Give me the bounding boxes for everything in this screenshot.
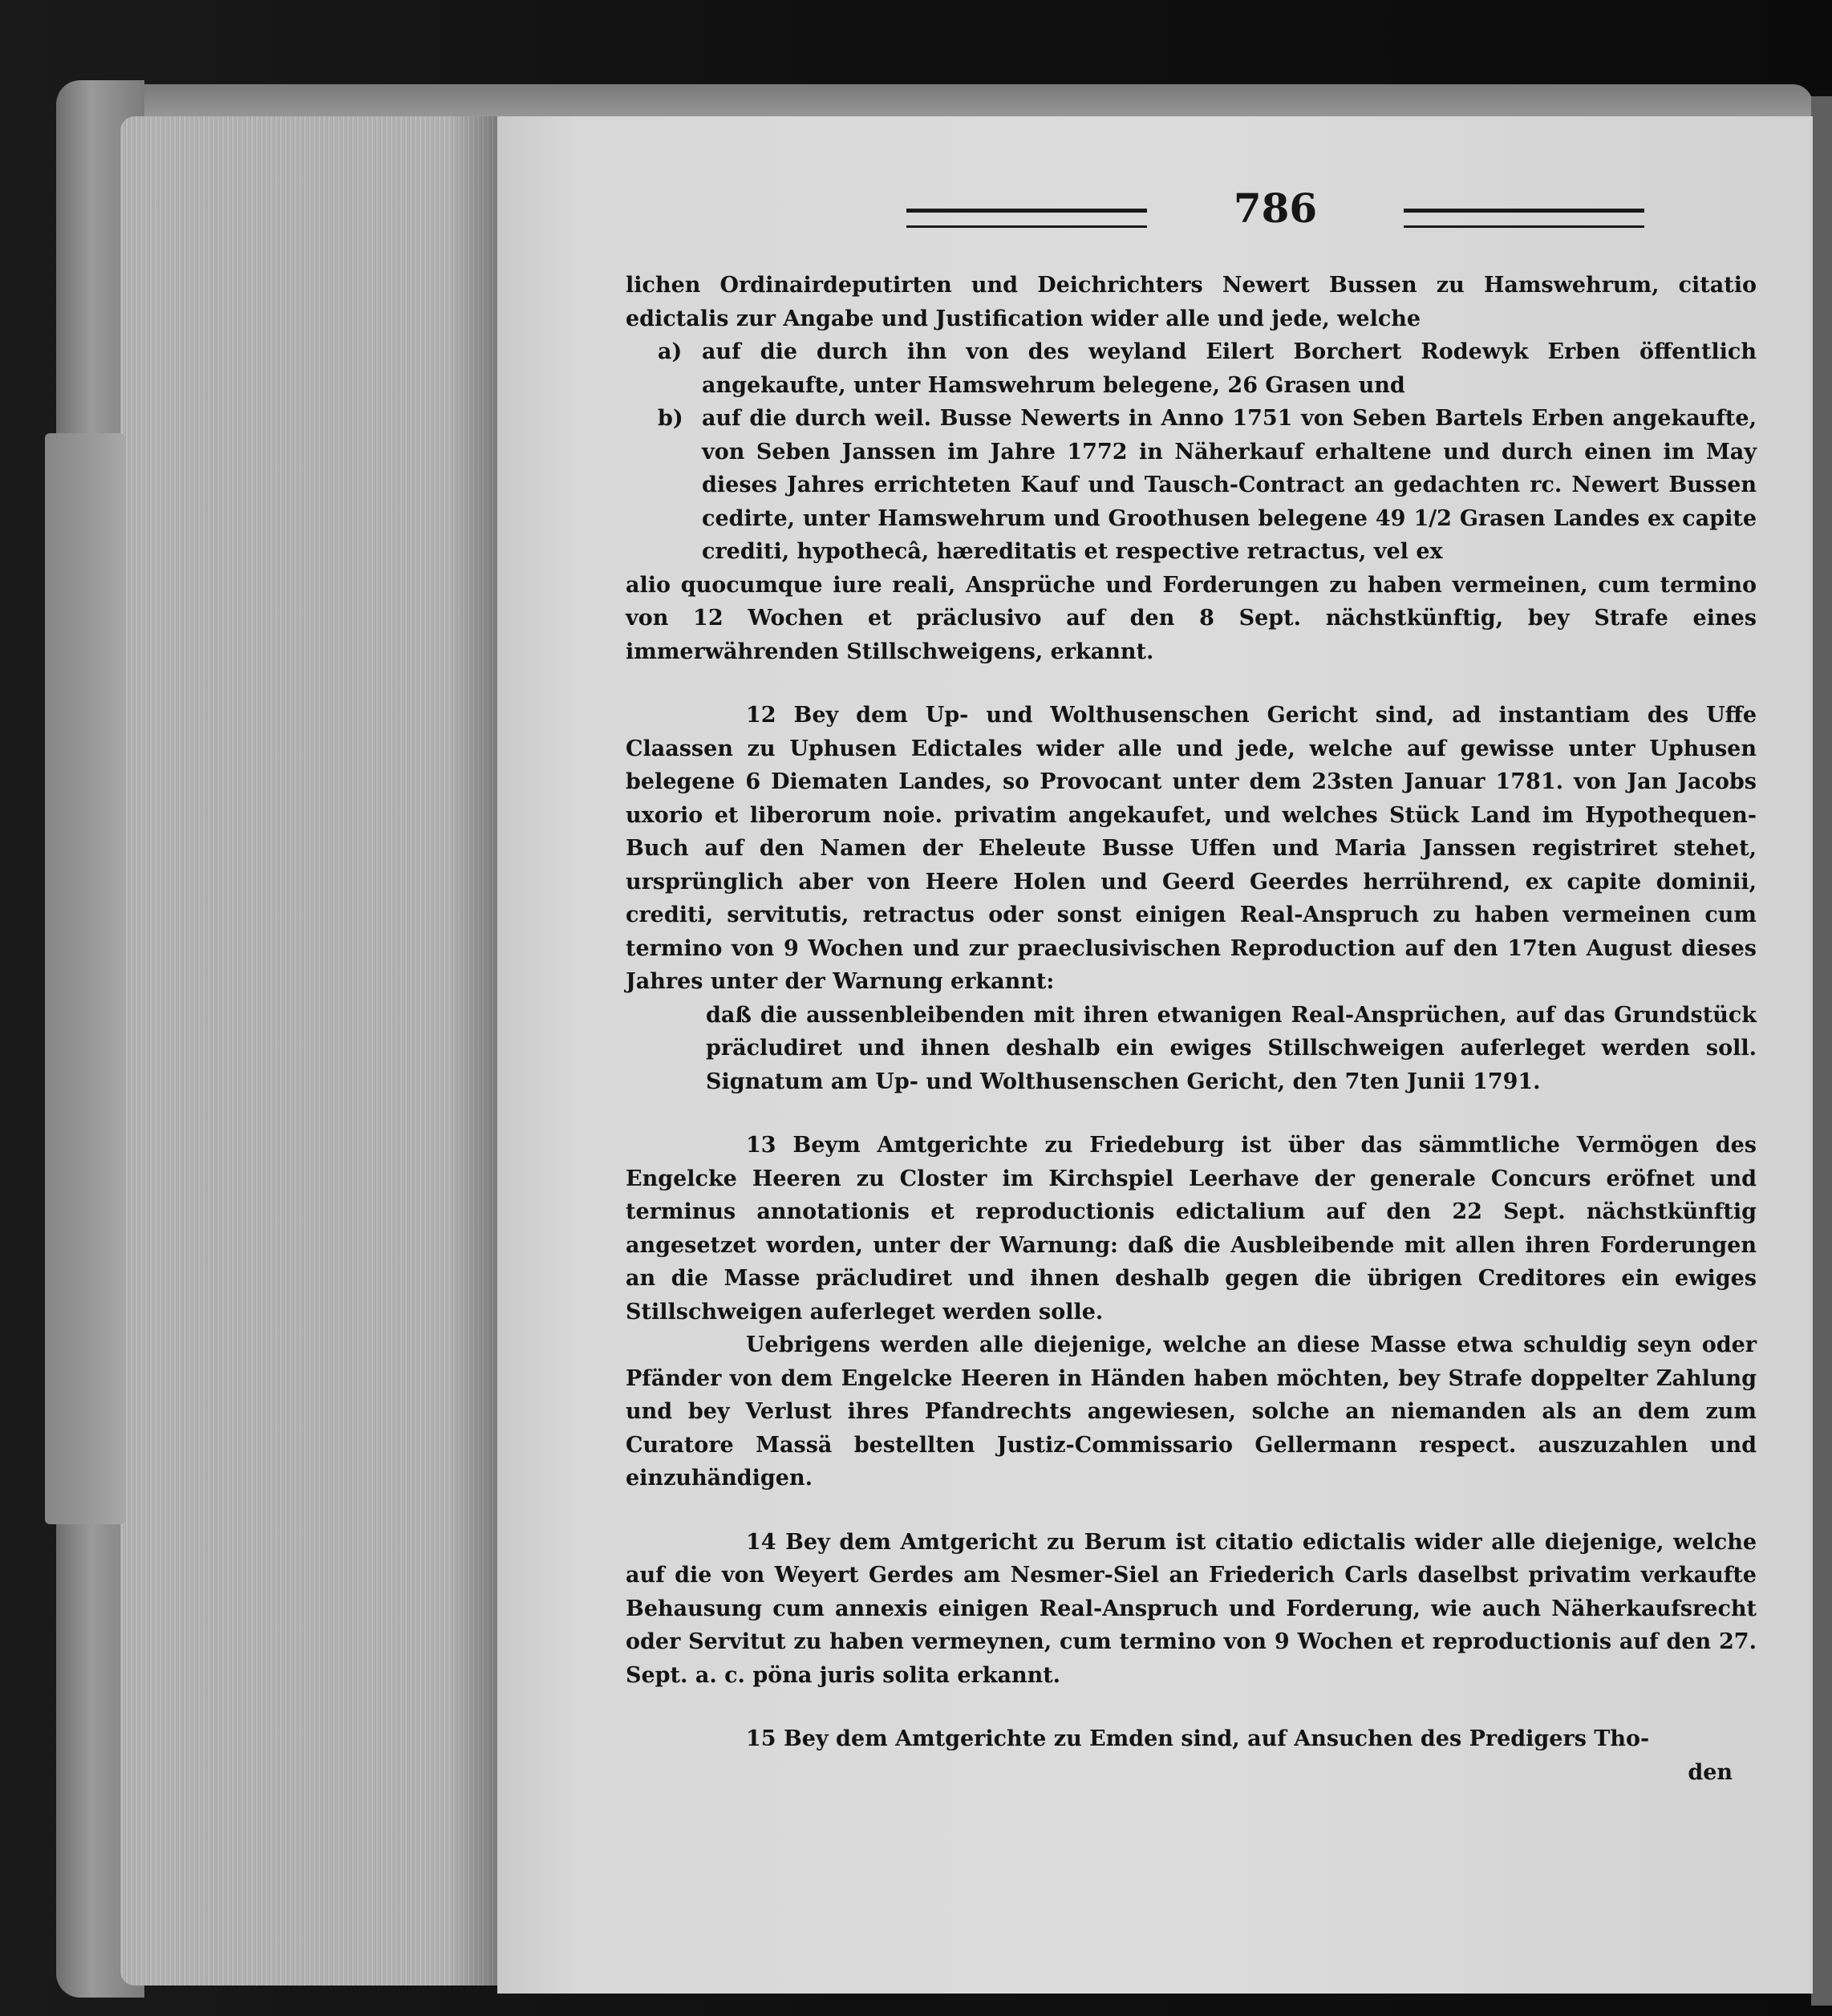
page-number: 786 — [1233, 185, 1318, 232]
paragraph-15: 15 Bey dem Amtgerichte zu Emden sind, auf Ansuchen des Predigers Tho- — [746, 1726, 1650, 1751]
catchword: den — [1688, 1759, 1733, 1785]
spacer — [626, 1692, 1757, 1722]
list-item-a — [626, 335, 1757, 402]
paragraph-12-quote: daß die aussenbleibenden mit ihren etwanigen Real-Ansprüchen, auf das Grundstück präcludiret und ihnen deshalb ein ewiges Stillschweigen auferleget werden soll. Signatum am Up- und Wolthusenschen Gericht, den 7ten Junii 1791. — [706, 1002, 1757, 1094]
paragraph-12: 12 Bey dem Up- und Wolthusenschen Gericht sind, ad instantiam des Uffe Claassen zu Uphusen Edictales wider alle und jede, welche auf gewisse unter Uphusen belegene 6 Diematen Landes, so Provocant unter dem 23sten Januar 1781. von Jan Jacobs uxorio et liberorum noie. privatim angekaufet, und welches Stück Land im Hypothequen-Buch auf den Namen der Eheleute Busse Uffen und Maria Janssen registriret stehet, ursprünglich aber von Heere Holen und Geerd Geerdes herrührend, ex capite dominii, crediti, servitutis, retractus oder sonst einigen Real-Anspruch zu haben vermeinen cum termino von 9 Wochen und zur praeclusivischen Reproduction auf den 17ten August dieses Jahres unter der Warnung erkannt: — [626, 703, 1757, 994]
spacer — [626, 1495, 1757, 1526]
book-cover-right-edge — [1811, 96, 1832, 2006]
body-text — [626, 269, 1757, 1789]
item-b-continuation: alio quocumque iure reali, Ansprüche und Forderungen zu haben vermeinen, cum termino von 12 Wochen et präclusivo auf den 8 Sept. nächstkünftig, bey Strafe eines immerwährenden Stillschweigens, erkannt. — [626, 572, 1757, 664]
paragraph-13-continued: Uebrigens werden alle diejenige, welche an diese Masse etwa schuldig seyn oder Pfänder von dem Engelcke Heeren in Händen haben möchten, bey Strafe doppelter Zahlung und bey Verlust ihres Pfandrechts angewiesen, solche an niemanden als an dem zum Curatore Massä bestellten Justiz-Commissario Gellermann respect. auszuzahlen und einzuhändigen. — [626, 1333, 1757, 1491]
list-item-b — [626, 402, 1757, 569]
spacer — [626, 668, 1757, 699]
list-item-a-text: auf die durch ihn von des weyland Eilert Borchert Rodewyk Erben öffentlich angekaufte, unter Hamswehrum belegene, 26 Grasen und — [702, 339, 1757, 398]
paragraph-14: 14 Bey dem Amtgericht zu Berum ist citatio edictalis wider alle diejenige, welche auf die von Weyert Gerdes am Nesmer-Siel an Friederich Carls daselbst privatim verkaufte Behausung cum annexis einigen Real-Anspruch und Forderung, wie auch Näherkaufsrecht oder Servitut zu haben vermeynen, cum termino von 9 Wochen et reproductionis auf den 27. Sept. a. c. pöna juris solita erkannt. — [626, 1529, 1757, 1688]
page-header — [906, 185, 1644, 241]
bookmark-tab — [45, 433, 125, 1524]
header-rule-right — [1404, 209, 1644, 228]
page-stack — [120, 116, 497, 1986]
spacer — [626, 1098, 1757, 1129]
intro-paragraph: lichen Ordinairdeputirten und Deichrichters Newert Bussen zu Hamswehrum, citatio edictalis zur Angabe und Justification wider alle und jede, welche — [626, 273, 1757, 331]
list-item-b-text: auf die durch weil. Busse Newerts in Anno 1751 von Seben Bartels Erben angekaufte, von Seben Janssen im Jahre 1772 in Näherkauf erhaltene und durch einen im May dieses Jahres errichteten Kauf und Tausch-Contract an gedachten rc. Newert Bussen cedirte, unter Hamswehrum und Groothusen belegene 49 1/2 Grasen Landes ex capite crediti, hypothecâ, hæreditatis et respective retractus, vel ex — [702, 406, 1757, 564]
printed-page — [497, 116, 1813, 1994]
list-marker-a: a) — [658, 339, 683, 364]
paragraph-13: 13 Beym Amtgerichte zu Friedeburg ist über das sämmtliche Vermögen des Engelcke Heeren zu Closter im Kirchspiel Leerhave der generale Concurs eröfnet und terminus annotationis et reproductionis edictalium auf den 22 Sept. nächstkünftig angesetzet worden, unter der Warnung: daß die Ausbleibende mit allen ihren Forderungen an die Masse präcludiret und ihnen deshalb gegen die übrigen Creditores ein ewiges Stillschweigen auferleget werden solle. — [626, 1133, 1757, 1324]
list-marker-b: b) — [658, 406, 683, 431]
